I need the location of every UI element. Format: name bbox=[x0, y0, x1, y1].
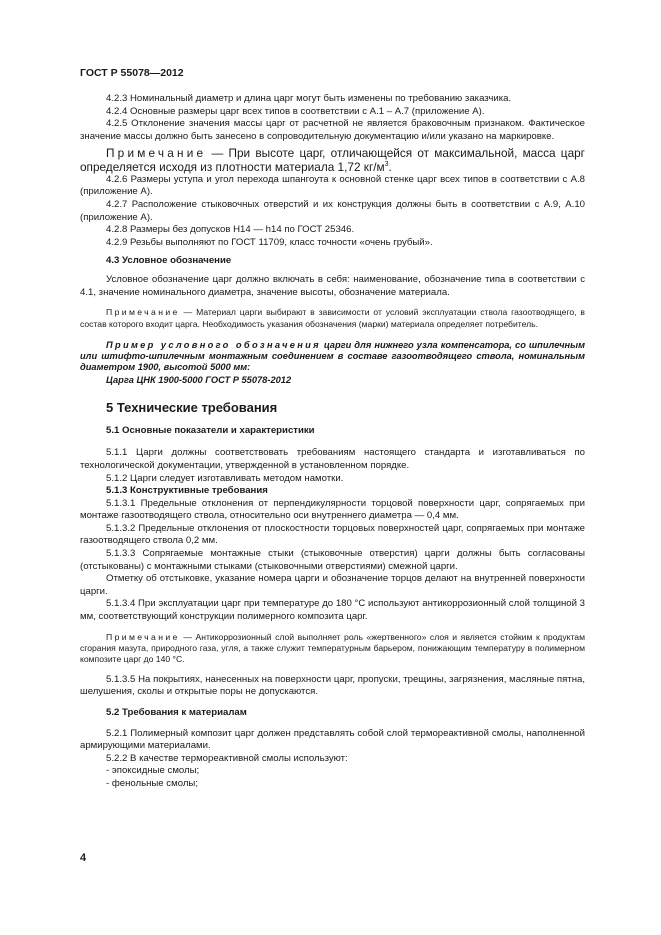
example-label: Пример условного обозначения bbox=[106, 339, 321, 350]
paragraph-5-2-1: 5.2.1 Полимерный композит царг должен представлять собой слой термореактивной смолы, наполненной армирующими материалами. bbox=[80, 727, 585, 752]
note-text: — При высоте царг, отличающейся от максимальной, масса царг определяется исходя из плотности материала 1,72 кг/м bbox=[80, 146, 585, 174]
paragraph-4-2-5: 4.2.5 Отклонение значения массы царг от расчетной не является браковочным признаком. Фактическое значение массы должно быть занесено в сопроводительную документацию и/или указано на маркировке. bbox=[80, 118, 585, 142]
note-text: — Материал царги выбирают в зависимости от условий эксплуатации ствола газоотводящего, в состав которого входит царга. Необходимость указания обозначения (марки) материала определяет потребитель. bbox=[80, 307, 585, 329]
paragraph-5-2-2: 5.2.2 В качестве термореактивной смолы используют: bbox=[106, 752, 348, 764]
note-label: Примечание bbox=[106, 146, 207, 161]
note-text: — Антикоррозионный слой выполняет роль «жертвенного» слоя и является стойким к продуктам сгорания мазута, природного газа, угля, а также служит температурным барьером, понижающим температуру в полимерном композите царг до 140 °С. bbox=[80, 631, 585, 665]
page-number: 4 bbox=[80, 852, 87, 864]
heading-section-5: 5 Технические требования bbox=[106, 400, 278, 416]
paragraph-5-1-2: 5.1.2 Царги следует изготавливать методом намотки. bbox=[106, 472, 344, 484]
page-body bbox=[80, 93, 585, 791]
designation-code: Царга ЦНК 1900-5000 ГОСТ Р 55078-2012 bbox=[106, 374, 292, 385]
paragraph-4-3: Условное обозначение царг должно включать в себя: наименование, обозначение типа в соответствии с 4.1, значение номинального диаметра, значение высоты, обозначение материала. bbox=[80, 273, 585, 298]
paragraph-5-1-3-3: 5.1.3.3 Сопрягаемые монтажные стыки (стыковочные отверстия) царги должны быть согласованы (отстыкованы) с монтажными стыками (стыковочными отверстиями) смежной царги. bbox=[80, 548, 585, 572]
heading-5-2: 5.2 Требования к материалам bbox=[106, 707, 247, 719]
paragraph-4-2-3: 4.2.3 Номинальный диаметр и длина царг могут быть изменены по требованию заказчика. bbox=[106, 93, 512, 104]
list-item: - эпоксидные смолы; bbox=[106, 765, 200, 777]
note-label: Примечание bbox=[106, 307, 180, 318]
paragraph-5-1-3-4: 5.1.3.4 При эксплуатации царг при температуре до 180 °С используют антикоррозионный слой толщиной 3 мм, соответствующий конструкции полимерного композита царг. bbox=[80, 598, 585, 623]
paragraph-5-1-3-1: 5.1.3.1 Предельные отклонения от перпендикулярности торцовой поверхности царг, сопрягаемых при монтаже газоотводящего ствола, относительно оси внутреннего диаметра — 0,4 мм. bbox=[80, 497, 585, 522]
heading-5-1-3: 5.1.3 Конструктивные требования bbox=[106, 485, 268, 497]
standard-header: ГОСТ Р 55078—2012 bbox=[80, 67, 184, 79]
paragraph-5-1-3-3-marking: Отметку об отстыковке, указание номера царги и обозначение торцов делают на внутренней поверхности царги. bbox=[80, 573, 585, 597]
example-text: царги для нижнего узла компенсатора, со шпилечным или штифто-шпилечным монтажным соединением в составе газоотводящего ствола, номинальным диаметром 1900, высотой 5000 мм: bbox=[80, 339, 585, 373]
paragraph-4-2-8: 4.2.8 Размеры без допусков Н14 — h14 по ГОСТ 25346. bbox=[106, 224, 355, 236]
paragraph-5-1-3-2: 5.1.3.2 Предельные отклонения от плоскостности торцовых поверхностей царг, сопрягаемых при монтаже газоотводящего ствола 0,2 мм. bbox=[80, 522, 585, 547]
paragraph-5-1-1: 5.1.1 Царги должны соответствовать требованиям настоящего стандарта и изготавливаться по технологической документации, утвержденной в установленном порядке. bbox=[80, 447, 585, 471]
note-material bbox=[80, 307, 585, 330]
paragraph-5-1-3-5: 5.1.3.5 На покрытиях, нанесенных на поверхности царг, пропуски, трещины, загрязнения, масляные пятна, шелушения, сколы и открытые поры не допускаются. bbox=[80, 673, 585, 698]
note-superscript: 3 bbox=[384, 160, 389, 168]
paragraph-4-2-7: 4.2.7 Расположение стыковочных отверстий и их конструкция должны быть в соответствии с А.9, А.10 (приложение А). bbox=[80, 198, 585, 223]
note-label: Примечание bbox=[106, 631, 180, 642]
heading-4-3: 4.3 Условное обозначение bbox=[106, 255, 232, 267]
designation-example bbox=[80, 340, 585, 374]
note-density bbox=[80, 147, 585, 173]
paragraph-4-2-6: 4.2.6 Размеры уступа и угол перехода шпангоута к основной стенке царг всех типов в соответствии с А.8 (приложение А). bbox=[80, 173, 585, 198]
heading-5-1: 5.1 Основные показатели и характеристики bbox=[106, 424, 315, 436]
note-anticorrosion bbox=[80, 632, 585, 666]
paragraph-4-2-9: 4.2.9 Резьбы выполняют по ГОСТ 11709, класс точности «очень грубый». bbox=[106, 236, 433, 248]
list-item: - фенольные смолы; bbox=[106, 778, 198, 790]
paragraph-4-2-4: 4.2.4 Основные размеры царг всех типов в соответствии с А.1 – А.7 (приложение А). bbox=[106, 105, 485, 117]
note-end: . bbox=[388, 159, 392, 174]
